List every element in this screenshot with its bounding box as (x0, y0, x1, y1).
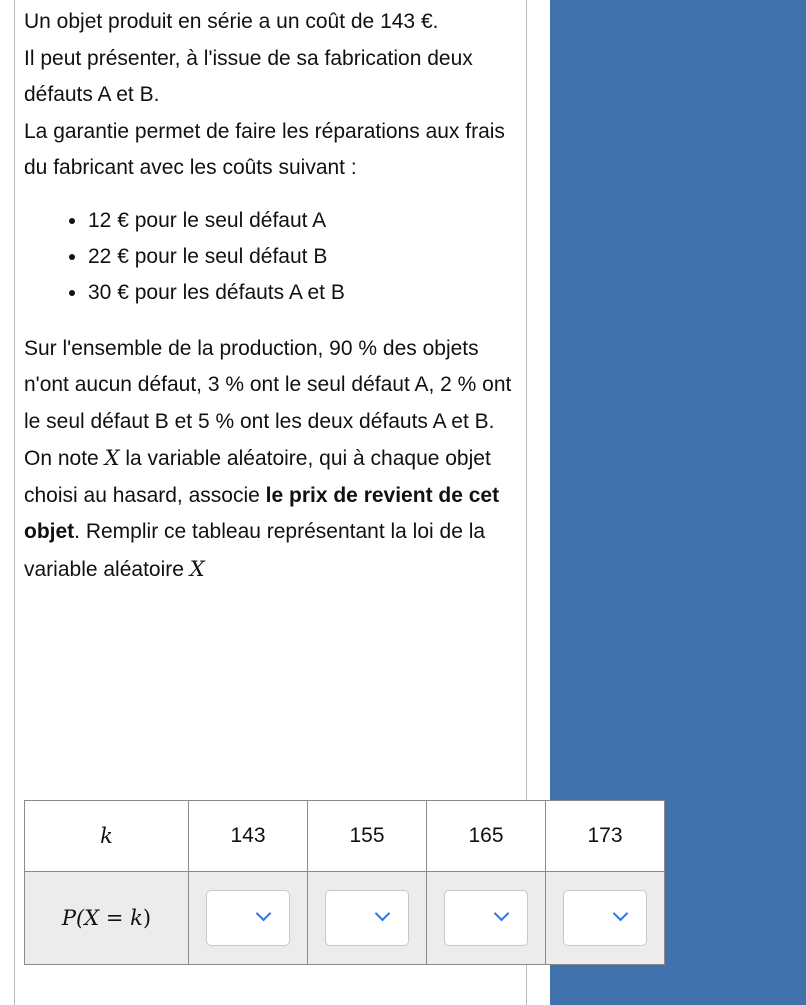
probability-cell-155 (308, 872, 427, 965)
table-row-probabilities (25, 872, 665, 965)
value-cell-165: 165 (427, 801, 546, 872)
variable-symbol-end: X (189, 556, 205, 581)
cost-item-b: • 22 € pour le seul défaut B (88, 239, 524, 275)
probability-select-173[interactable] (563, 890, 647, 946)
chevron-down-icon (375, 906, 391, 922)
probability-cell-165 (427, 872, 546, 965)
value-cell-173: 173 (546, 801, 665, 872)
intro-text: Un objet produit en série a un coût de 143 €. (24, 10, 439, 33)
probability-select-165[interactable] (444, 890, 528, 946)
row-label-probability: P(X = k) (25, 872, 189, 965)
probability-select-143[interactable] (206, 890, 290, 946)
variable-mid: la variable aléatoire, qui à chaque objet choisi au hasard, associe (24, 447, 491, 507)
probability-table (24, 800, 665, 965)
table-row-values (25, 801, 665, 872)
probability-cell-173 (546, 872, 665, 965)
chevron-down-icon (494, 906, 510, 922)
variable-symbol: X (104, 446, 120, 470)
variable-suffix: . Remplir ce tableau représentant la loi de la variable aléatoire (24, 520, 486, 581)
chevron-down-icon (613, 906, 629, 922)
chevron-down-icon (256, 906, 272, 922)
problem-statement (24, 4, 524, 588)
row-label-k: k (25, 801, 189, 872)
content-left-border (14, 0, 15, 1005)
variable-definition (24, 440, 524, 588)
variable-prefix: On note (24, 447, 99, 470)
distribution-text: Sur l'ensemble de la production, 90 % des objets n'ont aucun défaut, 3 % ont le seul défaut A, 2 % ont le seul défaut B et 5 % ont les deux défauts A et B. (24, 336, 512, 433)
value-cell-143: 143 (189, 801, 308, 872)
probability-cell-143 (189, 872, 308, 965)
cost-list (24, 203, 524, 311)
probability-select-155[interactable] (325, 890, 409, 946)
variable-bold: le prix de revient de cet objet (24, 483, 500, 543)
cost-item-ab: • 30 € pour les défauts A et B (88, 275, 524, 311)
defects-text: Il peut présenter, à l'issue de sa fabrication deux défauts A et B. (24, 46, 473, 106)
value-cell-155: 155 (308, 801, 427, 872)
cost-item-a: • 12 € pour le seul défaut A (88, 203, 524, 239)
warranty-text: La garantie permet de faire les réparations aux frais du fabricant avec les coûts suivant : (24, 119, 505, 179)
